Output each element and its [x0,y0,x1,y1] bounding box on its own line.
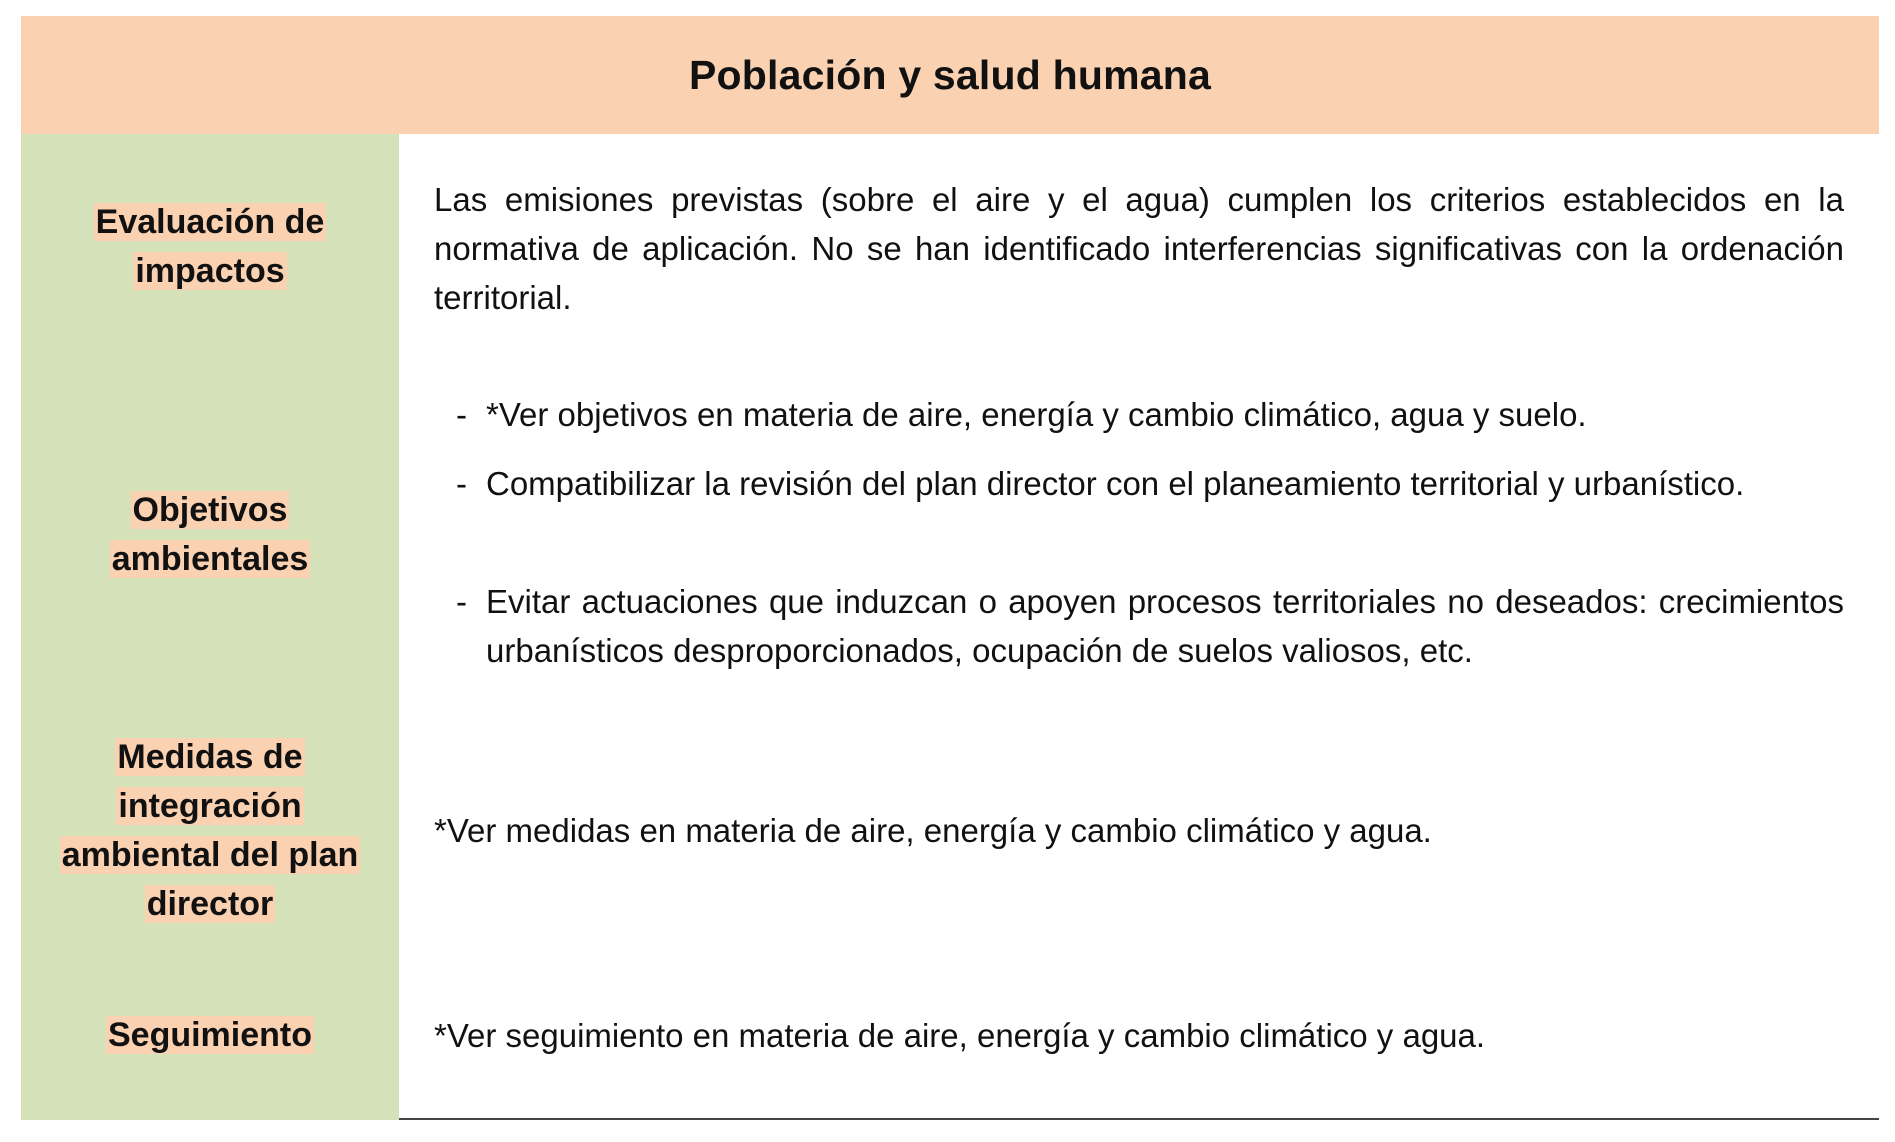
bullet-marker: - [456,396,467,433]
bullet-text: Compatibilizar la revisión del plan director con el planeamiento territorial y urbanístico. [486,465,1745,502]
medidas-text: *Ver medidas en materia de aire, energía y cambio climático y agua. [434,812,1432,849]
bullet-text: Evitar actuaciones que induzcan o apoyen procesos territoriales no deseados: crecimientos urbanísticos desproporcionados, ocupación de suelos valiosos, etc. [486,583,1844,669]
bullet-text: *Ver objetivos en materia de aire, energía y cambio climático, agua y suelo. [486,396,1587,433]
label-line: Medidas de [117,738,303,776]
evaluacion-text: Las emisiones previstas (sobre el aire y el agua) cumplen los criterios establecidos en la normativa de aplicación. No se han identificado interferencias significativas con la ordenación territorial. [434,181,1844,316]
label-line: Evaluación de [95,203,325,241]
label-objetivos-ambientales [21,486,399,584]
title-band [21,16,1879,134]
bottom-rule [399,1118,1879,1120]
label-evaluacion-de-impactos [21,198,399,296]
seguimiento-text: *Ver seguimiento en materia de aire, energía y cambio climático y agua. [434,1017,1486,1054]
bullet-marker: - [456,583,467,620]
label-line: Seguimiento [107,1016,313,1054]
label-line: impactos [135,252,285,290]
label-line: ambientales [111,540,309,578]
label-seguimiento [21,1011,399,1060]
page-title: Población y salud humana [689,51,1211,98]
label-medidas-de-integracion [21,733,399,929]
label-line: integración [118,787,302,825]
objetivo-bullet-2 [456,459,1844,508]
label-line: ambiental del plan [61,836,359,874]
bullet-marker: - [456,465,467,502]
objetivo-bullet-1 [456,390,1844,439]
objetivo-bullet-3 [456,577,1844,675]
label-line: director [146,885,274,923]
label-line: Objetivos [132,491,288,529]
